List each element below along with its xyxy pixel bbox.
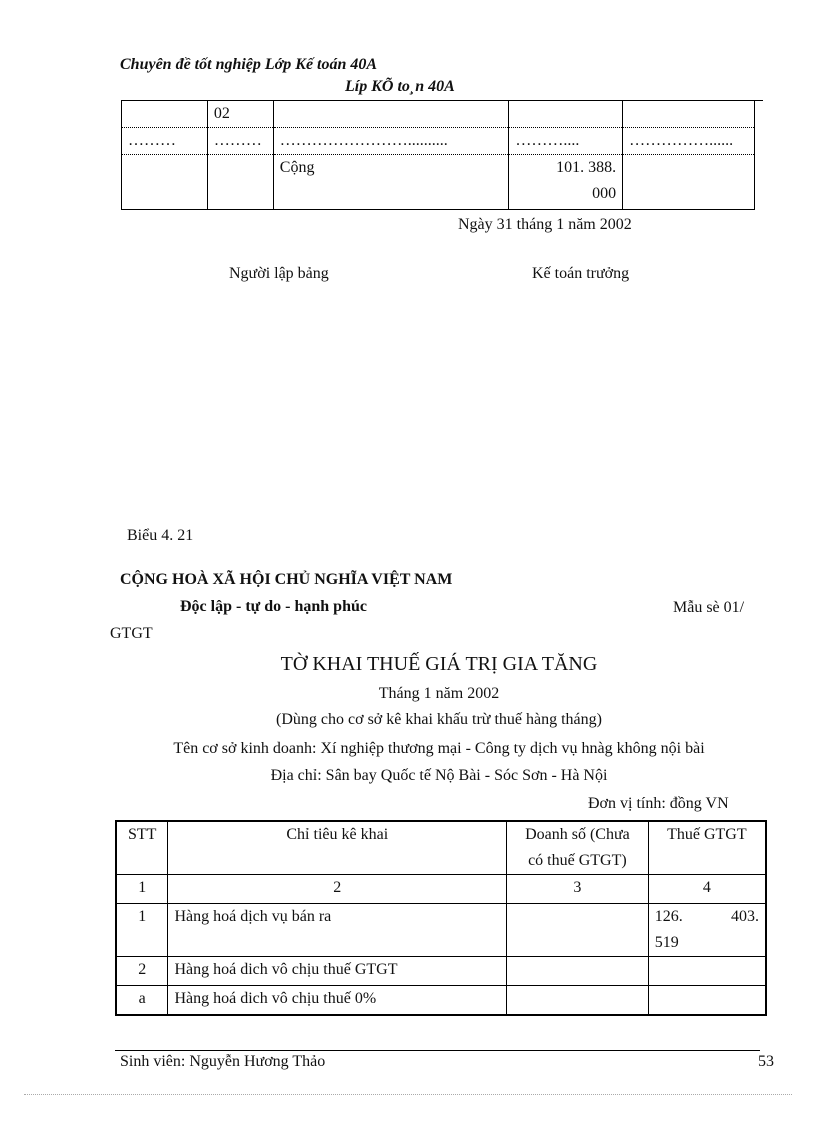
table-row [116, 957, 766, 986]
row-vat [648, 904, 766, 957]
table-cell [623, 101, 755, 128]
page-number: 53 [758, 1053, 774, 1070]
motto: Độc lập - tự do - hạnh phúc [180, 598, 367, 615]
footer-divider [115, 1050, 760, 1051]
header-revenue: Doanh số (Chưa có thuế GTGT) [507, 821, 649, 875]
form-month: Tháng 1 năm 2002 [378, 685, 500, 702]
signature-preparer: Người lập bảng [229, 265, 329, 282]
table-row [122, 128, 755, 155]
table-cell [122, 155, 208, 210]
document-header-garbled: Líp KÕ to¸n 40A [345, 78, 455, 95]
form-title: TỜ KHAI THUẾ GIÁ TRỊ GIA TĂNG [280, 653, 598, 675]
vat-part-c: 519 [654, 934, 679, 951]
summary-table [121, 100, 755, 210]
index-cell: 2 [168, 875, 507, 904]
row-stt: 1 [116, 904, 168, 957]
row-item: Hàng hoá dich vô chịu thuế 0% [168, 986, 507, 1016]
vat-part-b: 403. [731, 908, 759, 925]
table-edge-line [755, 100, 763, 101]
date-line: Ngày 31 tháng 1 năm 2002 [458, 216, 632, 233]
vat-declaration-table [115, 820, 767, 1016]
table-cell: ……….... [509, 128, 623, 155]
row-stt: 2 [116, 957, 168, 986]
table-cell [273, 101, 509, 128]
table-header-row [116, 821, 766, 875]
table-index-row [116, 875, 766, 904]
header-stt: STT [116, 821, 168, 875]
footer-student: Sinh viên: Nguyễn Hương Thảo [120, 1053, 326, 1070]
page-bottom-border [24, 1094, 792, 1095]
currency-unit: Đơn vị tính: đồng VN [588, 795, 729, 812]
table-cell [509, 101, 623, 128]
row-vat [648, 957, 766, 986]
index-cell: 3 [507, 875, 649, 904]
total-label: Cộng [273, 155, 509, 210]
row-revenue [507, 986, 649, 1016]
business-name: Tên cơ sở kinh doanh: Xí nghiệp thương mại - Công ty dịch vụ hnàg không nội bài [173, 740, 705, 757]
table-row [116, 904, 766, 957]
table-row [116, 986, 766, 1016]
index-cell: 4 [648, 875, 766, 904]
business-address: Địa chỉ: Sân bay Quốc tế Nộ Bài - Sóc Sơn - Hà Nội [270, 767, 608, 784]
table-cell [122, 101, 208, 128]
form-code-cont: GTGT [110, 625, 153, 642]
row-vat [648, 986, 766, 1016]
row-item: Hàng hoá dịch vụ bán ra [168, 904, 507, 957]
table-cell: ……………...... [623, 128, 755, 155]
row-revenue [507, 957, 649, 986]
table-cell: 02 [207, 101, 273, 128]
row-stt: a [116, 986, 168, 1016]
table-cell [207, 155, 273, 210]
form-usage: (Dùng cho cơ sở kê khai khấu trừ thuế hàng tháng) [276, 711, 602, 728]
row-revenue [507, 904, 649, 957]
table-row [122, 101, 755, 128]
index-cell: 1 [116, 875, 168, 904]
signature-chief-accountant: Kế toán trưởng [532, 265, 630, 282]
header-item: Chỉ tiêu kê khai [168, 821, 507, 875]
table-cell: ……… [207, 128, 273, 155]
republic-title: CỘNG HOÀ XÃ HỘI CHỦ NGHĨA VIỆT NAM [120, 571, 453, 588]
form-number: Biểu 4. 21 [127, 527, 194, 544]
total-amount: 101. 388. 000 [509, 155, 623, 210]
vat-part-a: 126. [654, 908, 683, 925]
table-cell: …………………….......... [273, 128, 509, 155]
row-item: Hàng hoá dich vô chịu thuế GTGT [168, 957, 507, 986]
header-vat: Thuế GTGT [648, 821, 766, 875]
table-row-total [122, 155, 755, 210]
document-header: Chuyên đề tốt nghiệp Lớp Kế toán 40A [120, 56, 378, 73]
table-cell: ……… [122, 128, 208, 155]
form-code: Mẫu sè 01/ [673, 599, 745, 616]
table-cell [623, 155, 755, 210]
